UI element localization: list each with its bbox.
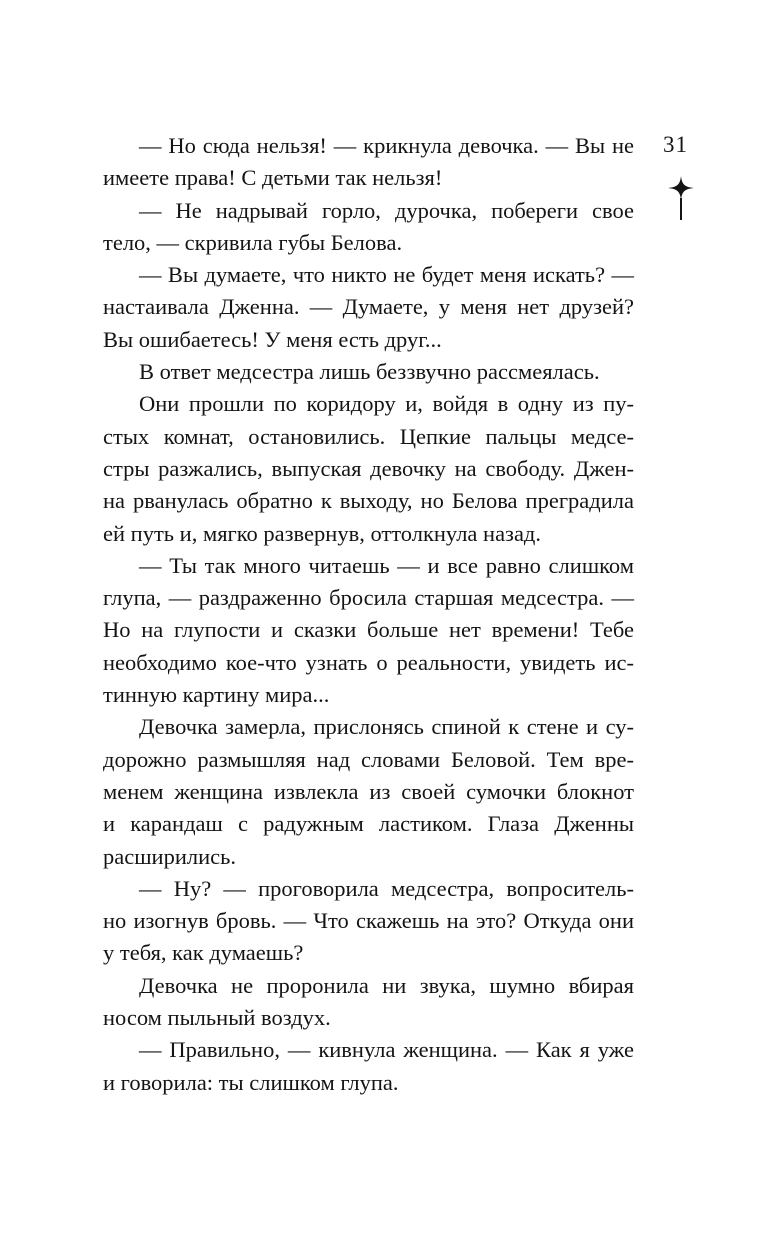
text-line: глупа, — раздраженно бросила старшая медсестра. — [103,585,634,611]
text-line: Но на глупости и сказки больше нет времени! Тебе [103,617,634,643]
paragraph [103,259,634,356]
text-line: менем женщина извлекла из своей сумочки блокнот [103,778,634,804]
four-point-star-icon [668,176,694,220]
star-shape [668,176,694,200]
page-number: 31 [663,132,688,157]
text-line: и карандаш с радужным ластиком. Глаза Дженны [103,811,634,837]
text-line: — Ну? — проговорила медсестра, вопроситель- [139,875,634,901]
paragraph [103,970,634,1035]
text-line: на рванулась обратно к выходу, но Белова преградила [103,488,634,514]
text-line: Девочка замерла, прислонясь спиной к стене и су- [139,714,634,740]
paragraph [103,130,634,195]
text-line: — Вы думаете, что никто не будет меня искать? — [139,262,634,288]
text-line: — Ты так много читаешь — и все равно слишком [139,552,634,578]
text-line: — Не надрывай горло, дурочка, побереги свое [139,197,634,223]
paragraph [103,1034,634,1099]
text-line: имеете права! С детьми так нельзя! [103,165,443,191]
paragraph [103,873,634,970]
star-stem [680,198,682,220]
paragraph [103,195,634,260]
paragraph [103,550,634,711]
text-line: настаивала Дженна. — Думаете, у меня нет друзей? [103,294,634,320]
text-line: и говорила: ты слишком глупа. [103,1069,399,1095]
paragraph [103,356,634,388]
body-text [103,130,634,1099]
text-line: расширились. [103,843,237,869]
text-line: у тебя, как думаешь? [103,940,304,966]
text-line: дорожно размышляя над словами Беловой. Тем вре- [103,746,634,772]
text-line: необходимо кое-что узнать о реальности, увидеть ис- [103,649,634,675]
text-line: тинную картину мира... [103,682,330,708]
text-line: — Правильно, — кивнула женщина. — Как я уже [139,1037,634,1063]
text-line: — Но сюда нельзя! — крикнула девочка. — Вы не [139,133,634,158]
text-line: стры разжались, выпуская девочку на свободу. Джен- [103,455,634,481]
paragraph [103,711,634,872]
text-line: стых комнат, остановились. Цепкие пальцы медсе- [103,423,634,449]
text-line: но изогнув бровь. — Что скажешь на это? Откуда они [103,908,634,934]
text-line: Они прошли по коридору и, войдя в одну из пу- [139,391,634,417]
text-line: носом пыльный воздух. [103,1005,331,1031]
text-line: Вы ошибаетесь! У меня есть друг... [103,326,442,352]
text-line: Девочка не проронила ни звука, шумно вбирая [139,972,634,998]
text-line: В ответ медсестра лишь беззвучно рассмеялась. [139,359,600,385]
text-line: ей путь и, мягко развернув, оттолкнула назад. [103,520,542,546]
paragraph [103,388,634,549]
text-line: тело, — скривила губы Белова. [103,229,403,255]
